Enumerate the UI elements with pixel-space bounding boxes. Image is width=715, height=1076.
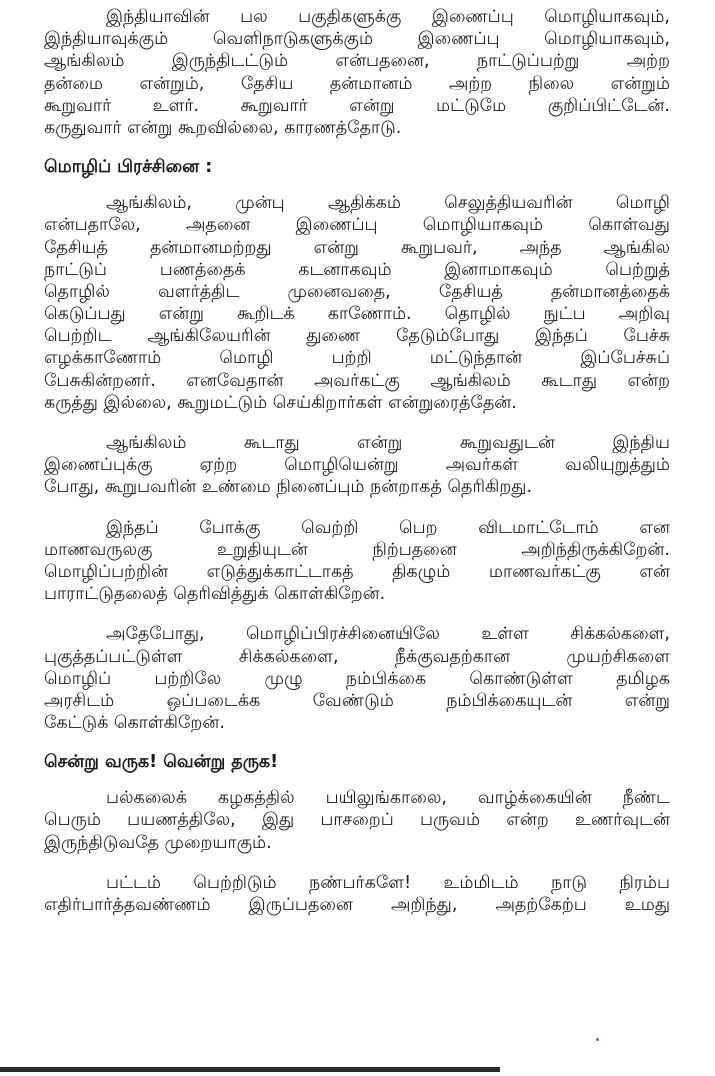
text-line: கருத்து இல்லை, கூறுமட்டும் செய்கிறார்கள் என்றுரைத்தேன். xyxy=(44,392,517,413)
text-line: இந்தப் போக்கு வெற்றி பெற விடமாட்டோம் என xyxy=(106,517,670,538)
text-line: கெடுப்பது என்று கூறிடக் காணோம். தொழில் நுட்ப அறிவு xyxy=(44,304,670,325)
paragraph-government-trust xyxy=(44,623,670,734)
paragraph-students-resolve xyxy=(44,517,670,606)
text-line: இணைப்புக்கு ஏற்ற மொழியென்று அவர்கள் வலியுறுத்தும் xyxy=(44,455,670,476)
text-line: தொழில் வளர்த்திட முனைவதை, தேசியத் தன்மானத்தைக் xyxy=(44,281,670,302)
text-line: ஆங்கிலம் கூடாது என்று கூறுவதுடன் இந்திய xyxy=(106,433,670,453)
scan-edge-rule xyxy=(0,1067,500,1072)
text-line: நாட்டுப் பணத்தைக் கடனாகவும் இனாமாகவும் பெற்றுத் xyxy=(44,259,670,280)
text-line: பேசுகின்றனர். எனவேதான் அவர்கட்கு ஆங்கிலம் கூடாது என்ற xyxy=(44,370,670,391)
text-line: மொழிப்பற்றின் எடுத்துக்காட்டாகத் திகழும் மாணவர்கட்கு என் xyxy=(44,561,670,582)
text-line: ஆங்கிலம், முன்பு ஆதிக்கம் செலுத்தியவரின் மொழி xyxy=(106,193,670,214)
text-line: பட்டம் பெற்றிடும் நண்பர்களே! உம்மிடம் நாடு நிரம்ப xyxy=(106,872,670,893)
text-line: மொழிப் பற்றிலே முழு நம்பிக்கை கொண்டுள்ள தமிழக xyxy=(44,668,670,689)
text-line: இந்தியாவின் பல பகுதிகளுக்கு இணைப்பு மொழியாகவும், xyxy=(106,7,670,27)
text-line: இந்தியாவுக்கும் வெளிநாடுகளுக்கும் இணைப்பு மொழியாகவும், xyxy=(44,29,670,50)
paragraph-graduates xyxy=(44,872,670,916)
text-line: பாராட்டுதலைத் தெரிவித்துக் கொள்கிறேன். xyxy=(44,584,386,605)
text-line: பல்கலைக் கழகத்தில் பயிலுங்காலை, வாழ்க்கையின் நீண்ட xyxy=(106,788,670,809)
text-line: தன்மை என்றும், தேசிய தன்மானம் அற்ற நிலை என்றும் xyxy=(44,73,670,94)
text-line: என்பதாலே, அதனை இணைப்பு மொழியாகவும் கொள்வது xyxy=(44,215,670,236)
text-line: கருதுவார் என்று கூறவில்லை, காரணத்தோடு. xyxy=(44,117,402,138)
print-speck xyxy=(596,1038,599,1041)
text-line: கேட்டுக் கொள்கிறேன். xyxy=(44,713,225,734)
paragraph-english-dominance xyxy=(44,192,670,414)
document-page xyxy=(44,6,670,916)
text-line: போது, கூறுபவரின் உண்மை நினைப்பும் நன்றாகத் தெரிகிறது. xyxy=(44,477,533,498)
text-line: அதேபோது, மொழிப்பிரச்சினையிலே உள்ள சிக்கல்களை, xyxy=(106,624,670,645)
text-line: புகுத்தப்பட்டுள்ள சிக்கல்களை, நீக்குவதற்கான முயற்சிகளை xyxy=(44,646,670,667)
section-heading-farewell: சென்று வருக! வென்று தருக! xyxy=(44,752,279,773)
text-line: பெரும் பயணத்திலே, இது பாசறைப் பருவம் என்ற உணர்வுடன் xyxy=(44,810,670,831)
section-heading-language-problem: மொழிப் பிரச்சினை : xyxy=(44,157,213,178)
paragraph-link-language xyxy=(44,6,670,139)
paragraph-university-life xyxy=(44,787,670,854)
text-line: ஆங்கிலம் இருந்திடட்டும் என்பதனை, நாட்டுப்பற்று அற்ற xyxy=(44,51,670,72)
text-line: இருந்திடுவதே முறையாகும். xyxy=(44,832,272,853)
text-line: அரசிடம் ஒப்படைக்க வேண்டும் நம்பிக்கையுடன் என்று xyxy=(44,690,670,711)
text-line: எழக்காணோம் மொழி பற்றி மட்டுந்தான் இப்பேச்சுப் xyxy=(44,348,670,369)
text-line: மாணவருலகு உறுதியுடன் நிற்பதனை அறிந்திருக்கிறேன். xyxy=(44,539,670,560)
text-line: கூறுவார் உளர். கூறுவார் என்று மட்டுமே குறிப்பிட்டேன். xyxy=(44,95,670,116)
paragraph-indian-link xyxy=(44,432,670,499)
text-line: தேசியத் தன்மானமற்றது என்று கூறுபவர், அந்த ஆங்கில xyxy=(44,237,670,258)
text-line: பெற்றிட ஆங்கிலேயரின் துணை தேடும்போது இந்தப் பேச்சு xyxy=(44,326,670,347)
text-line: எதிர்பார்த்தவண்ணம் இருப்பதனை அறிந்து, அதற்கேற்ப உமது xyxy=(44,895,670,915)
